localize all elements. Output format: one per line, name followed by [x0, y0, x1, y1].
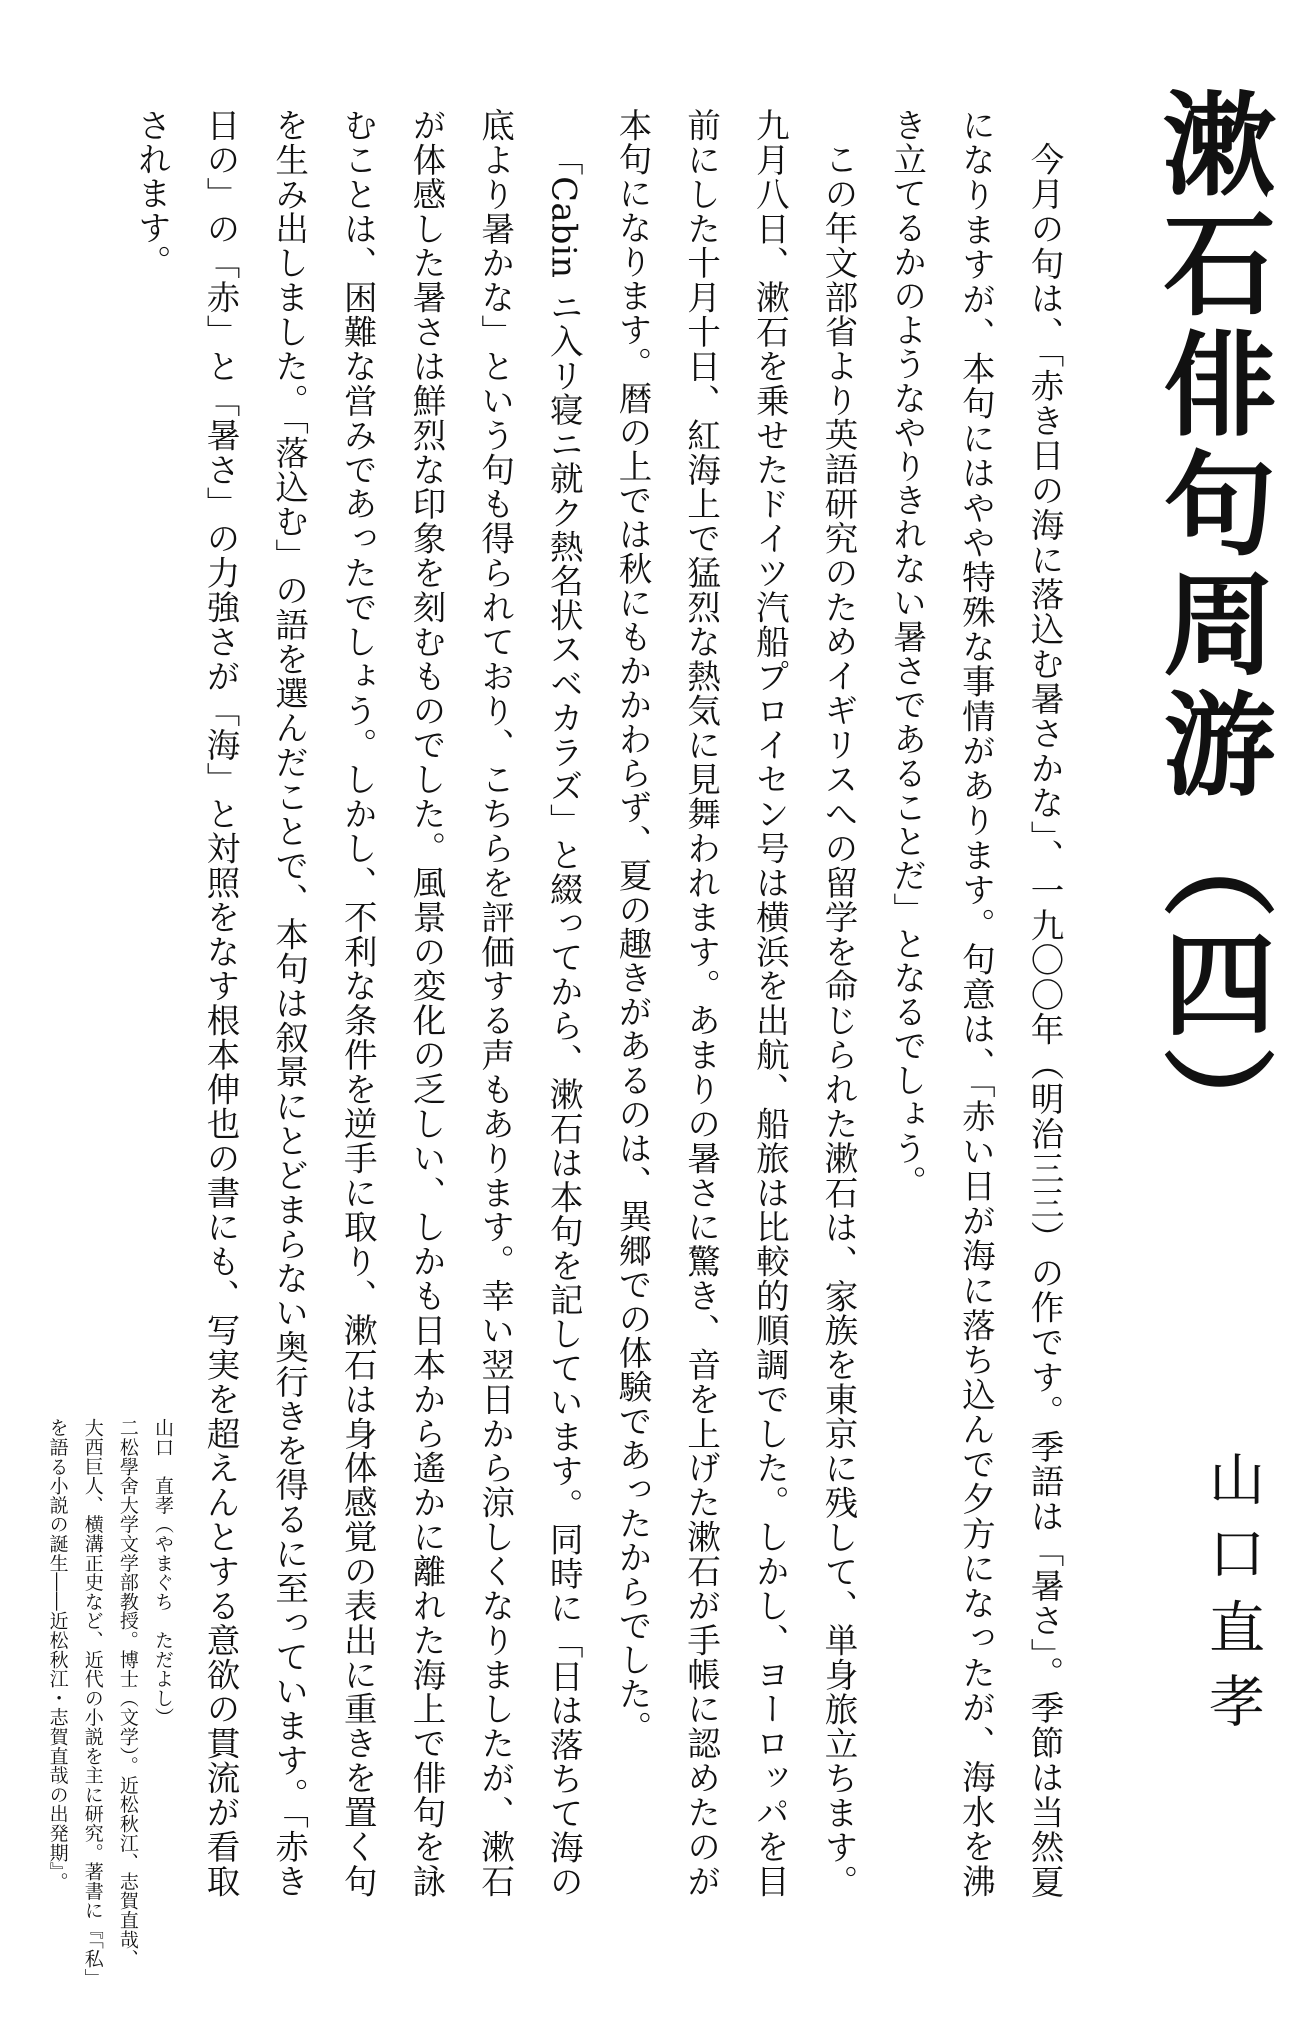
body-paragraph: この年文部省より英語研究のためイギリスへの留学を命じられた漱石は、家族を東京に残して、単身旅立ちます。九月八日、漱石を乗せたドイツ汽船プロイセン号は横浜を出航、船旅は比較的順調でした。しかし、ヨーロッパを目前にした十月十日、紅海上で猛烈な熱気に見舞われます。あまりの暑さに驚き、音を上げた漱石が手帳に認めたのが本句になります。暦の上では秋にもかかわらず、夏の趣きがあるのは、異郷での体験であったからでした。	[612, 108, 858, 1898]
body-paragraph: 「Cabin ニ入リ寝ニ就ク熱名状スベカラズ」と綴ってから、漱石は本句を記しています。同時に「日は落ちて海の底より暑かな」という句も得られており、こちらを評価する声もあります。幸い翌日から涼しくなりましたが、漱石が体感した暑さは鮮烈な印象を刻むものでした。風景の変化の乏しい、しかも日本から遙かに離れた海上で俳句を詠むことは、困難な営みであったでしょう。しかし、不利な条件を逆手に取り、漱石は身体感覚の表出に重きを置く句を生み出しました。「落込む」の語を選んだことで、本句は叙景にとどまらない奥行きを得るに至っています。「赤き日の」の「赤」と「暑さ」の力強さが「海」と対照をなす根本伸也の書にも、写実を超えんとする意欲の貫流が看取されます。	[132, 108, 584, 1898]
bio-text: 二松學舍大学文学部教授。博士（文学）。近松秋江、志賀直哉、大西巨人、横溝正史など、近代の小説を主に研究。著書に『「私」を語る小説の誕生――近松秋江・志賀直哉の出発期』。	[46, 1418, 139, 1978]
author-bio	[30, 1418, 180, 1978]
author-name: 山口直孝	[1200, 1450, 1265, 1746]
article-title: 漱石俳句周游（四）	[1145, 86, 1276, 1166]
body-paragraph: 今月の句は、「赤き日の海に落込む暑さかな」、一九〇〇年（明治三三）の作です。季語は「暑さ」。季節は当然夏になりますが、本句にはやや特殊な事情があります。句意は、「赤い日が海に落ち込んで夕方になったが、海水を沸き立てるかのようなやりきれない暑さであることだ」となるでしょう。	[887, 108, 1064, 1898]
bio-name-line: 山口 直孝（やまぐち ただよし）	[152, 1418, 174, 1727]
